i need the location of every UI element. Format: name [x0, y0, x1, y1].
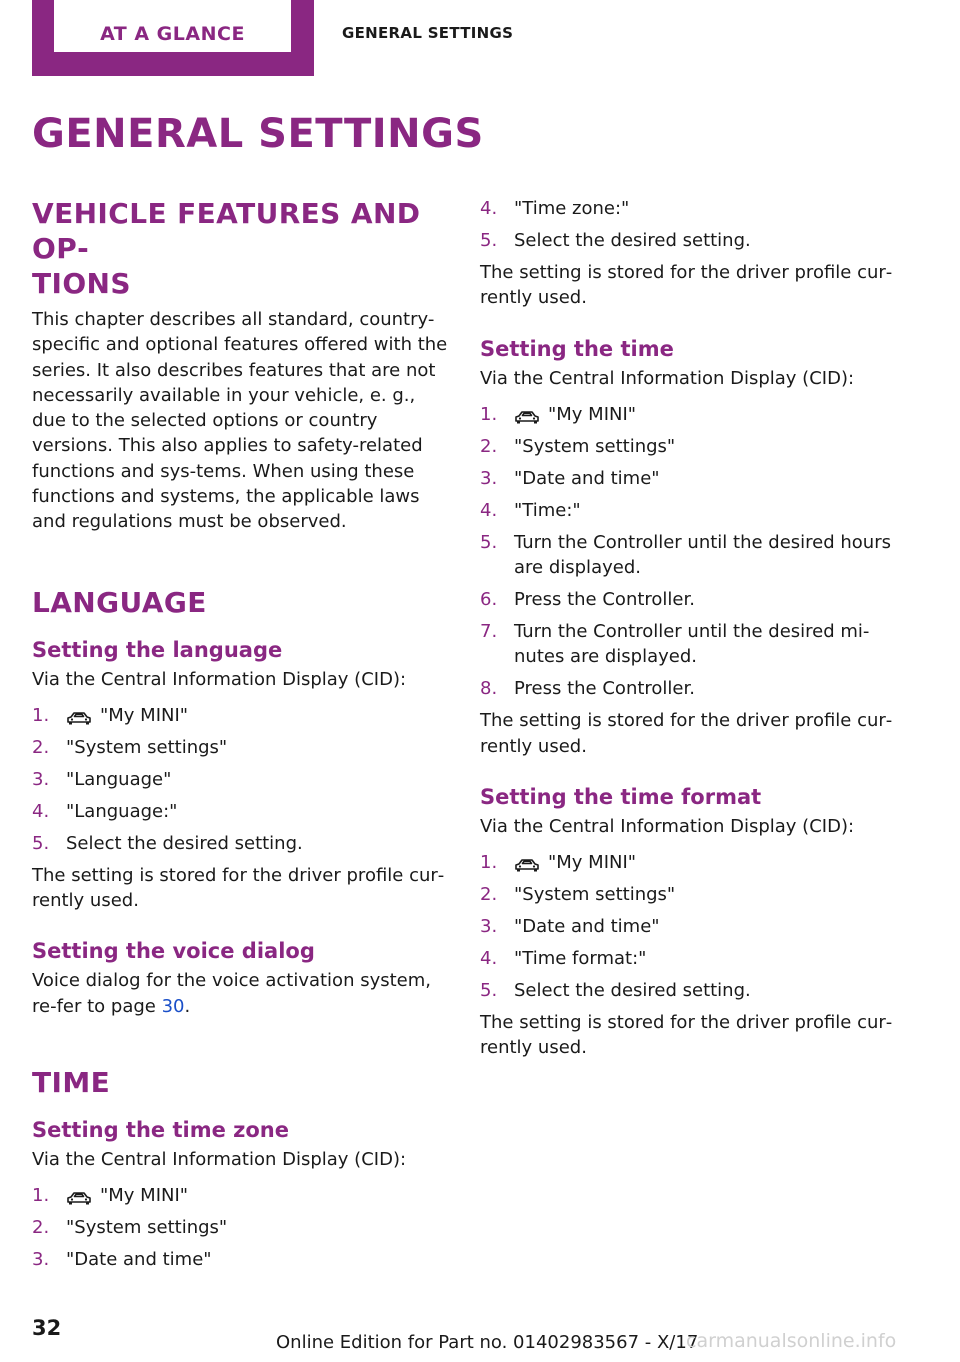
step-number: 4. — [32, 800, 50, 822]
step-number: 5. — [480, 980, 498, 1002]
time-format-outro: The setting is stored for the driver profile cur‐rently used. — [480, 1012, 893, 1059]
list-item — [32, 703, 450, 728]
step-text: "My MINI" — [548, 403, 637, 425]
list-item — [480, 676, 898, 701]
list-item — [32, 735, 450, 760]
set-time-steps — [480, 402, 898, 702]
list-item — [480, 434, 898, 459]
car-icon — [514, 406, 540, 420]
section-heading-time: TIME — [32, 1066, 111, 1100]
set-time-outro: The setting is stored for the driver profile cur‐rently used. — [480, 710, 893, 757]
step-number: 5. — [480, 531, 498, 553]
section-header: GENERAL SETTINGS — [342, 24, 514, 42]
section-heading-vehicle-features: VEHICLE FEATURES AND OP‐ TIONS — [32, 197, 421, 300]
left-column — [32, 196, 450, 1279]
step-number: 7. — [480, 621, 498, 643]
car-icon — [66, 1187, 92, 1201]
time-format-intro: Via the Central Information Display (CID): — [480, 815, 855, 837]
step-text: "Date and time" — [514, 916, 660, 938]
list-item — [480, 978, 898, 1003]
watermark: carmanualsonline.info — [686, 1330, 897, 1352]
list-item — [480, 619, 898, 670]
step-text: "Time zone:" — [514, 198, 630, 219]
step-number: 5. — [32, 832, 50, 854]
list-item — [32, 1215, 450, 1240]
list-item — [32, 767, 450, 792]
list-item — [32, 1183, 450, 1208]
page-link[interactable]: 30 — [161, 995, 185, 1017]
set-time-intro: Via the Central Information Display (CID): — [480, 367, 855, 389]
step-text: "System settings" — [514, 435, 676, 457]
subheading-time-zone: Setting the time zone — [32, 1118, 289, 1143]
list-item — [480, 498, 898, 523]
edition-footer: Online Edition for Part no. 01402983567 - X/17 — [276, 1332, 699, 1353]
step-text: Select the desired setting. — [514, 980, 751, 1002]
time-zone-intro: Via the Central Information Display (CID): — [32, 1149, 407, 1171]
step-number: 2. — [480, 435, 498, 457]
step-text: "System settings" — [66, 736, 228, 758]
step-number: 1. — [32, 704, 50, 726]
step-number: 3. — [32, 768, 50, 790]
car-icon — [514, 854, 540, 868]
step-number: 2. — [480, 884, 498, 906]
time-zone-steps — [32, 1183, 450, 1272]
step-text: "My MINI" — [100, 704, 189, 726]
subheading-setting-language: Setting the language — [32, 637, 283, 662]
language-outro: The setting is stored for the driver profile cur‐rently used. — [32, 864, 445, 912]
section-heading-language: LANGUAGE — [32, 585, 207, 619]
time-format-steps — [480, 850, 898, 1003]
list-item — [480, 587, 898, 612]
page-number: 32 — [32, 1316, 62, 1340]
step-text: Press the Controller. — [514, 589, 695, 611]
step-text: "Date and time" — [66, 1249, 212, 1271]
step-text: Turn the Controller until the desired hours are displayed. — [514, 531, 891, 579]
list-item — [480, 402, 898, 427]
step-text: Press the Controller. — [514, 678, 695, 700]
step-number: 5. — [480, 229, 498, 251]
chapter-tab-label: AT A GLANCE — [54, 0, 291, 52]
chapter-tab — [32, 0, 314, 76]
language-steps — [32, 703, 450, 856]
time-zone-steps-continued — [480, 196, 898, 253]
step-number: 3. — [480, 467, 498, 489]
list-item — [480, 466, 898, 491]
language-intro: Via the Central Information Display (CID): — [32, 668, 407, 690]
list-item — [480, 850, 898, 875]
step-number: 6. — [480, 589, 498, 611]
right-column — [480, 196, 898, 1061]
list-item — [480, 530, 898, 581]
step-text: "My MINI" — [548, 852, 637, 874]
step-text: "Language" — [66, 768, 172, 790]
step-number: 1. — [480, 403, 498, 425]
step-number: 8. — [480, 678, 498, 700]
list-item — [480, 228, 898, 253]
step-number: 4. — [480, 499, 498, 521]
step-text: "System settings" — [514, 884, 676, 906]
time-zone-outro: The setting is stored for the driver profile cur‐rently used. — [480, 261, 893, 309]
step-text: Turn the Controller until the desired mi‐nutes are displayed. — [514, 621, 870, 668]
step-number: 1. — [32, 1185, 50, 1207]
list-item — [480, 882, 898, 907]
car-icon — [66, 707, 92, 721]
step-text: "Time format:" — [514, 948, 647, 970]
subheading-setting-time: Setting the time — [480, 336, 674, 361]
step-text: "Language:" — [66, 800, 178, 822]
step-text: Select the desired setting. — [514, 229, 751, 251]
step-number: 3. — [480, 916, 498, 938]
vehicle-features-paragraph: This chapter describes all standard, country-specific and optional features offered with the series. It also describes features that are not necessarily available in your vehicle, e. g., due to the selected options or country versions. This also applies to safety-related functions and sys‐tems. When using these functions and systems, the applicable laws and regulations must be observed. — [32, 309, 448, 533]
step-number: 4. — [480, 948, 498, 970]
subheading-voice-dialog: Setting the voice dialog — [32, 939, 315, 964]
list-item — [480, 914, 898, 939]
step-text: Select the desired setting. — [66, 832, 303, 854]
list-item — [32, 1247, 450, 1272]
voice-dialog-paragraph: Voice dialog for the voice activation system, re‐fer to page 30. — [32, 970, 431, 1017]
step-number: 2. — [32, 1217, 50, 1239]
step-number: 1. — [480, 852, 498, 874]
list-item — [480, 946, 898, 971]
list-item — [480, 196, 898, 221]
step-text: "Date and time" — [514, 467, 660, 489]
list-item — [32, 799, 450, 824]
step-text: "My MINI" — [100, 1185, 189, 1207]
list-item — [32, 831, 450, 856]
subheading-time-format: Setting the time format — [480, 784, 762, 809]
step-number: 3. — [32, 1249, 50, 1271]
step-text: "System settings" — [66, 1217, 228, 1239]
page-title: GENERAL SETTINGS — [32, 111, 484, 157]
step-text: "Time:" — [514, 499, 581, 521]
step-number: 4. — [480, 198, 498, 219]
step-number: 2. — [32, 736, 50, 758]
